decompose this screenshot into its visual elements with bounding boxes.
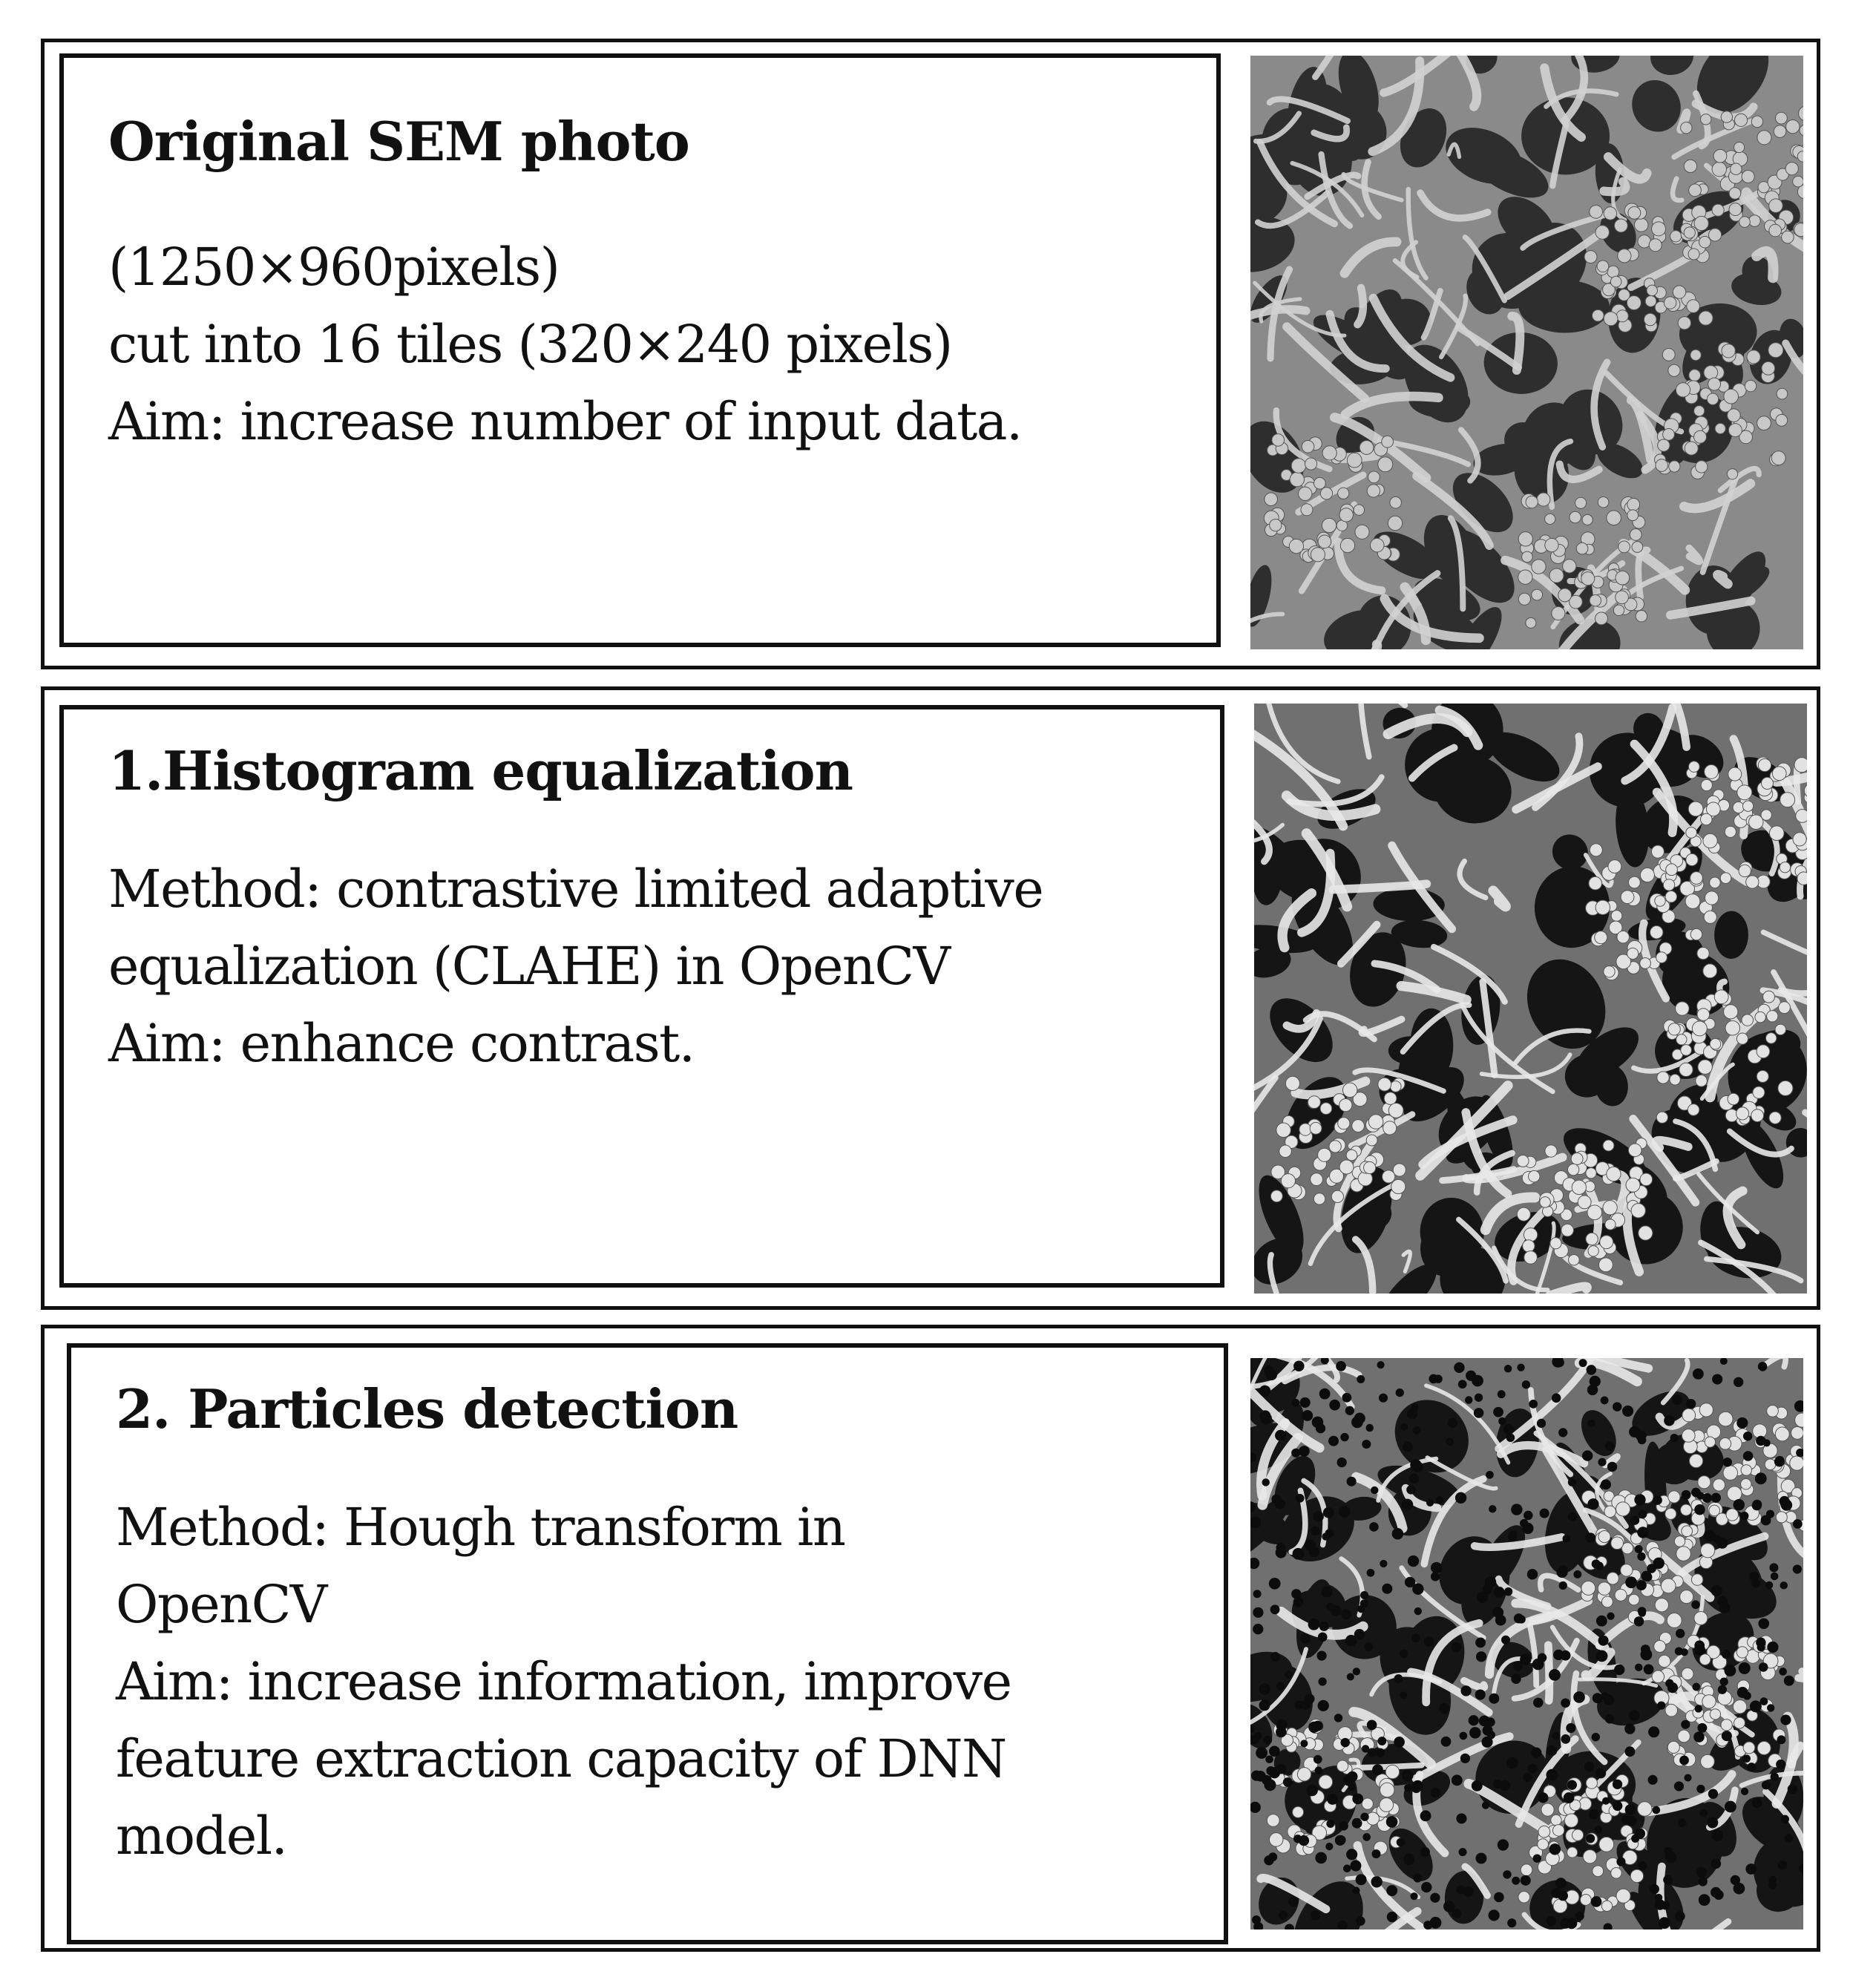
step-text-box	[59, 53, 1221, 647]
description-line: OpenCV	[116, 1574, 327, 1635]
step-panel-histogram	[41, 686, 1820, 1310]
description-line: model.	[116, 1806, 287, 1866]
step-description	[108, 850, 1043, 1082]
step-text-box	[59, 705, 1224, 1288]
sem-image-particles	[1250, 1358, 1803, 1930]
description-line: cut into 16 tiles (320×240 pixels)	[108, 314, 952, 375]
description-line: Aim: enhance contrast.	[108, 1013, 695, 1074]
step-title: 1.Histogram equalization	[108, 739, 853, 802]
description-line: Method: contrastive limited adaptive	[108, 859, 1043, 919]
step-panel-particles	[41, 1325, 1820, 1952]
step-description	[108, 229, 1022, 460]
sem-image-equalized	[1254, 704, 1807, 1294]
step-text-box	[67, 1343, 1228, 1944]
description-line: equalization (CLAHE) in OpenCV	[108, 936, 950, 997]
step-description	[116, 1489, 1011, 1875]
step-title: 2. Particles detection	[116, 1377, 738, 1440]
description-line: Aim: increase information, improve	[116, 1651, 1011, 1712]
description-line: Method: Hough transform in	[116, 1497, 845, 1558]
description-line: feature extraction capacity of DNN	[116, 1728, 1006, 1789]
sem-image-original	[1250, 56, 1803, 649]
step-panel-original	[41, 39, 1820, 669]
description-line: Aim: increase number of input data.	[108, 391, 1022, 452]
step-title: Original SEM photo	[108, 110, 689, 173]
description-line: (1250×960pixels)	[108, 237, 560, 298]
